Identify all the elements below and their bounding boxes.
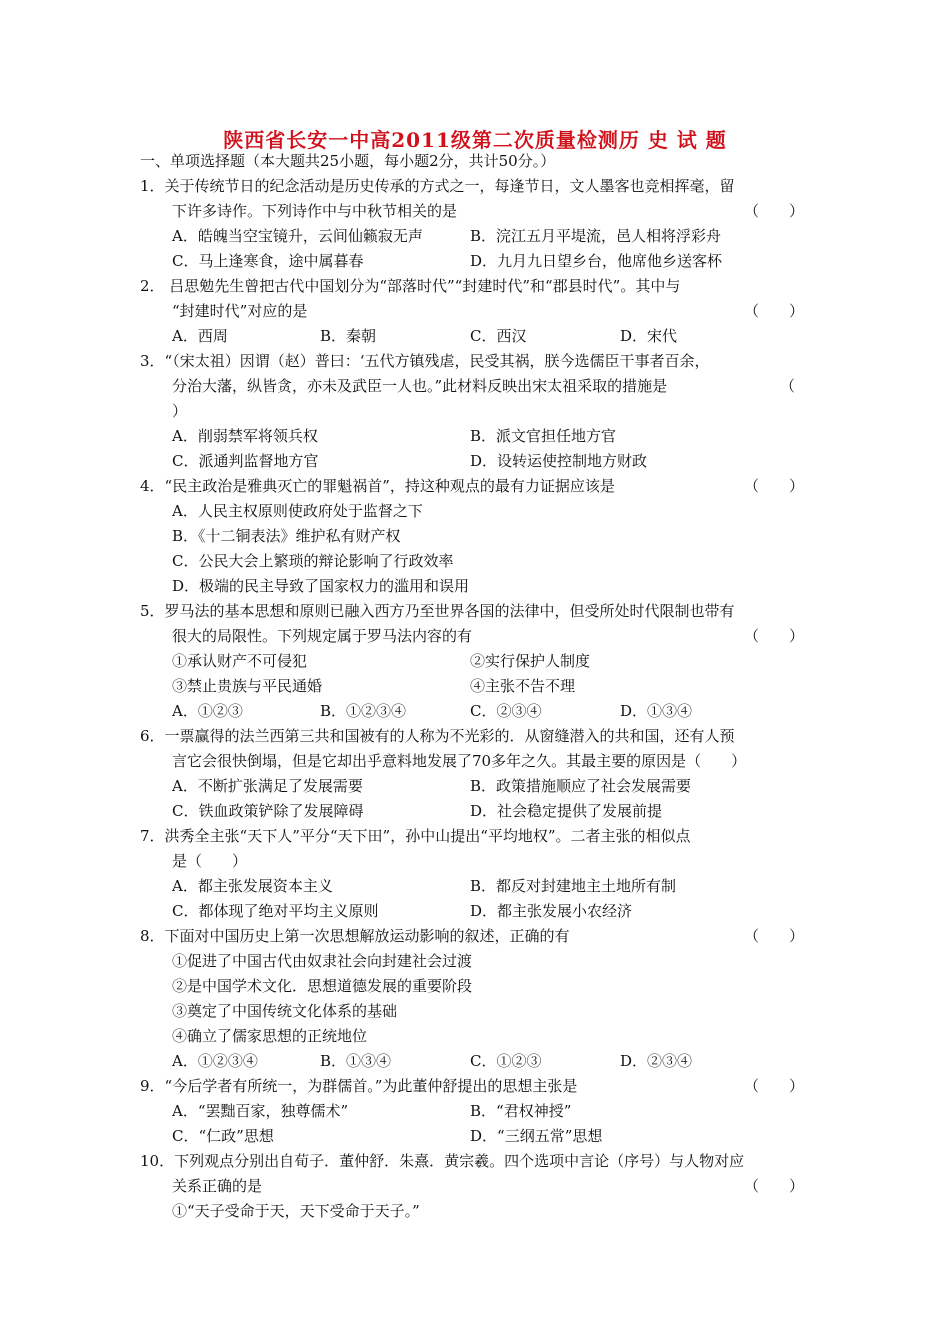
answer-paren: （ ） xyxy=(744,927,805,945)
question-3-stem-cont: 分治大藩，纵皆贪，亦未及武臣一人也。”此材料反映出宋太祖采取的措施是 xyxy=(172,377,668,395)
option-c: C．公民大会上繁琐的辩论影响了行政效率 xyxy=(172,552,454,570)
option-d: D．社会稳定提供了发展前提 xyxy=(470,802,663,820)
option-c: C．都体现了绝对平均主义原则 xyxy=(172,902,379,920)
option-a: A．“罢黜百家，独尊儒术” xyxy=(172,1102,349,1120)
option-b: B．“君权神授” xyxy=(470,1102,572,1120)
option-c: C．马上逢寒食，途中属暮春 xyxy=(172,252,364,270)
item-4: ④主张不告不理 xyxy=(470,677,576,695)
question-9-stem: 9．“今后学者有所统一，为群儒首。”为此董仲舒提出的思想主张是 xyxy=(140,1077,578,1095)
option-a: A．不断扩张满足了发展需要 xyxy=(172,777,363,795)
option-c: C．“仁政”思想 xyxy=(172,1127,274,1145)
answer-paren: （ ） xyxy=(744,302,805,320)
question-3-stem: 3．“（宋太祖）因谓（赵）普曰：‘五代方镇残虐，民受其祸，朕今选儒臣干事者百余， xyxy=(140,352,710,370)
item-1: ①“天子受命于天，天下受命于天子。” xyxy=(172,1202,420,1220)
question-2-stem-cont: “封建时代”对应的是 xyxy=(172,302,308,320)
question-6-stem-cont: 言它会很快倒塌，但是它却出乎意料地发展了70多年之久。其最主要的原因是（ ） xyxy=(172,752,747,770)
option-a: A．人民主权原则使政府处于监督之下 xyxy=(172,502,423,520)
answer-paren-close: ） xyxy=(172,402,188,420)
question-7-stem-cont: 是（ ） xyxy=(172,852,248,870)
option-b: B．秦朝 xyxy=(320,327,377,345)
question-8-stem: 8．下面对中国历史上第一次思想解放运动影响的叙述，正确的有 xyxy=(140,927,570,945)
option-d: D．都主张发展小农经济 xyxy=(470,902,633,920)
answer-paren: （ ） xyxy=(744,1177,805,1195)
item-1: ①促进了中国古代由奴隶社会向封建社会过渡 xyxy=(172,952,473,970)
question-7-stem: 7．洪秀全主张“天下人”平分“天下田”，孙中山提出“平均地权”。二者主张的相似点 xyxy=(140,827,691,845)
question-10-stem: 10．下列观点分别出自荀子．董仲舒．朱熹．黄宗羲。四个选项中言论（序号）与人物对应 xyxy=(140,1152,745,1170)
option-b: B．①②③④ xyxy=(320,702,407,720)
option-b: B．《十二铜表法》维护私有财产权 xyxy=(172,527,401,545)
section-heading: 一、单项选择题（本大题共25小题，每小题2分，共计50分。） xyxy=(140,152,556,170)
option-a: A．削弱禁军将领兵权 xyxy=(172,427,318,445)
item-3: ③禁止贵族与平民通婚 xyxy=(172,677,323,695)
option-a: A．西周 xyxy=(172,327,228,345)
question-5-stem: 5．罗马法的基本思想和原则已融入西方乃至世界各国的法律中，但受所处时代限制也带有 xyxy=(140,602,735,620)
option-d: D．①③④ xyxy=(620,702,693,720)
answer-paren: （ ） xyxy=(744,477,805,495)
item-4: ④确立了儒家思想的正统地位 xyxy=(172,1027,368,1045)
item-2: ②是中国学术文化．思想道德发展的重要阶段 xyxy=(172,977,473,995)
option-a: A．①②③ xyxy=(172,702,243,720)
page-title: 陕西省长安一中高2011级第二次质量检测历 史 试 题 xyxy=(223,128,727,152)
option-c: C．西汉 xyxy=(470,327,527,345)
option-d: D．“三纲五常”思想 xyxy=(470,1127,603,1145)
option-b: B．都反对封建地主土地所有制 xyxy=(470,877,677,895)
option-a: A．都主张发展资本主义 xyxy=(172,877,333,895)
question-6-stem: 6．一票赢得的法兰西第三共和国被有的人称为不光彩的．从窗缝潜入的共和国，还有人预 xyxy=(140,727,735,745)
question-1-stem-cont: 下许多诗作。下列诗作中与中秋节相关的是 xyxy=(172,202,458,220)
option-c: C．①②③ xyxy=(470,1052,542,1070)
item-2: ②实行保护人制度 xyxy=(470,652,591,670)
answer-paren: （ ） xyxy=(744,202,805,220)
item-1: ①承认财产不可侵犯 xyxy=(172,652,308,670)
answer-paren: （ ） xyxy=(744,1077,805,1095)
option-d: D．设转运使控制地方财政 xyxy=(470,452,648,470)
question-10-stem-cont: 关系正确的是 xyxy=(172,1177,263,1195)
option-b: B．①③④ xyxy=(320,1052,392,1070)
item-3: ③奠定了中国传统文化体系的基础 xyxy=(172,1002,398,1020)
option-c: C．铁血政策铲除了发展障碍 xyxy=(172,802,364,820)
option-b: B．政策措施顺应了社会发展需要 xyxy=(470,777,692,795)
option-c: C．派通判监督地方官 xyxy=(172,452,319,470)
option-d: D．②③④ xyxy=(620,1052,693,1070)
option-a: A．①②③④ xyxy=(172,1052,258,1070)
question-4-stem: 4．“民主政治是雅典灭亡的罪魁祸首”，持这种观点的最有力证据应该是 xyxy=(140,477,615,495)
answer-paren: （ ） xyxy=(744,627,805,645)
option-d: D．极端的民主导致了国家权力的滥用和误用 xyxy=(172,577,470,595)
option-b: B．浣江五月平堤流，邑人相将浮彩舟 xyxy=(470,227,722,245)
option-d: D．宋代 xyxy=(620,327,678,345)
option-a: A．皓魄当空宝镜升，云间仙籁寂无声 xyxy=(172,227,423,245)
question-1-stem: 1．关于传统节日的纪念活动是历史传承的方式之一，每逢节日，文人墨客也竞相挥毫，留 xyxy=(140,177,735,195)
question-5-stem-cont: 很大的局限性。下列规定属于罗马法内容的有 xyxy=(172,627,473,645)
question-2-stem: 2． 吕思勉先生曾把古代中国划分为“部落时代”“封建时代”和“郡县时代”。其中与 xyxy=(140,277,681,295)
answer-paren-open: （ xyxy=(780,377,796,395)
option-d: D．九月九日望乡台，他席他乡送客杯 xyxy=(470,252,723,270)
option-c: C．②③④ xyxy=(470,702,542,720)
option-b: B．派文官担任地方官 xyxy=(470,427,617,445)
